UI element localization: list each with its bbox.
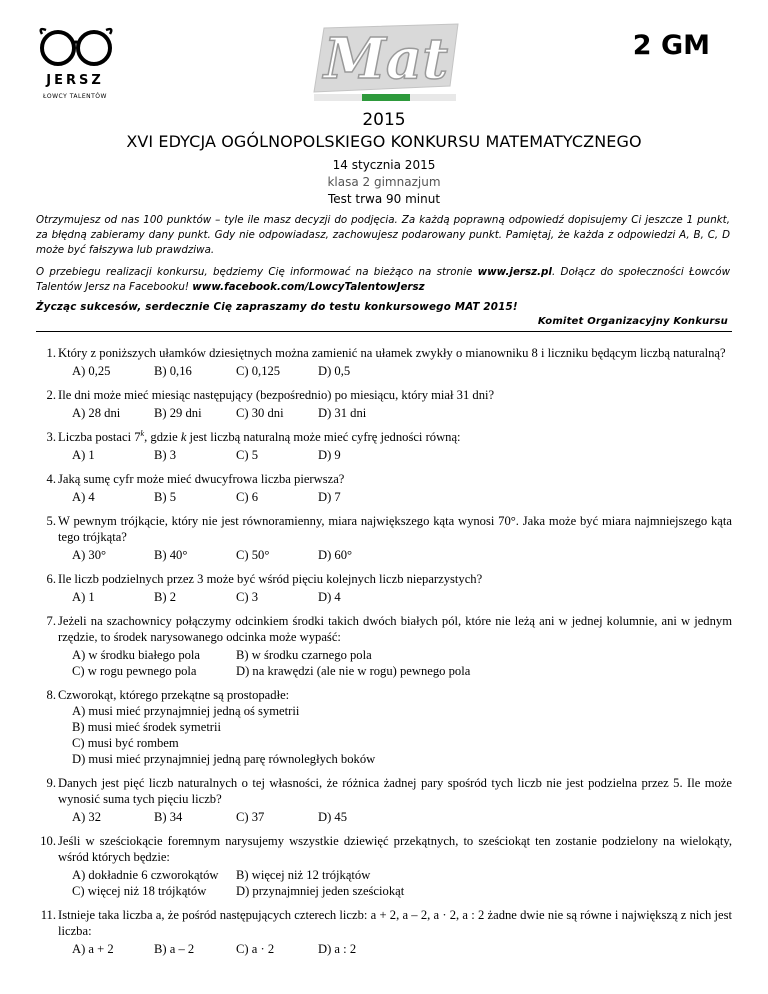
intro-info-mid: . Dołącz do społeczności Łowców Talentów Jersz na Facebooku! [36, 266, 730, 293]
option-d: D) musi mieć przynajmniej jedną parę równoległych boków [72, 752, 376, 766]
question-number: 5. [46, 514, 56, 528]
intro-info-start: O przebiegu realizacji konkursu, będziemy Cię informować na bieżąco na stronie [36, 266, 478, 278]
committee-signature: Komitet Organizacyjny Konkursu [537, 316, 728, 327]
option-c: C) więcej niż 18 trójkątów [72, 884, 207, 898]
option-b: B) więcej niż 12 trójkątów [236, 868, 371, 882]
option-d: D) 4 [318, 590, 341, 604]
question-number: 1. [46, 346, 56, 360]
question-6 [36, 571, 732, 605]
website-link[interactable]: www.jersz.pl [477, 266, 552, 278]
question-9 [36, 775, 732, 825]
option-a: A) w środku białego pola [72, 648, 201, 662]
question-5 [36, 513, 732, 563]
question-text: Istnieje taka liczba a, że pośród następujących czterech liczb: a + 2, a – 2, a · 2, a : 2 żadne dwie nie są równe i największą z nich jest liczba: [58, 908, 732, 938]
option-b: B) 5 [154, 490, 177, 504]
intro-wishes: Życząc sukcesów, serdecznie Cię zapraszamy do testu konkursowego MAT 2015! [36, 301, 518, 313]
question-text: Jeśli w sześciokącie foremnym narysujemy wszystkie dziewięć przekątnych, to sześciokąt ten zostanie podzielony na wielokąty, wśród których będzie: [58, 834, 732, 864]
question-8 [36, 687, 732, 767]
option-a: A) 32 [72, 810, 102, 824]
question-text: Który z poniższych ułamków dziesiętnych można zamienić na ułamek zwykły o mianowniku 8 i liczniku będącym liczbą naturalną? [58, 346, 726, 360]
question-2 [36, 387, 732, 421]
duration-label: Test trwa 90 minut [327, 192, 441, 206]
question-text-part: , gdzie [144, 430, 181, 444]
question-1 [36, 345, 732, 379]
option-a: A) musi mieć przynajmniej jedną oś symetrii [72, 704, 300, 718]
option-d: D) na krawędzi (ale nie w rogu) pewnego pola [236, 664, 471, 678]
class-label: klasa 2 gimnazjum [327, 175, 441, 189]
option-a: A) dokładnie 6 czworokątów [72, 868, 219, 882]
question-list [36, 345, 732, 965]
option-b: B) w środku czarnego pola [236, 648, 372, 662]
option-c: C) w rogu pewnego pola [72, 664, 197, 678]
option-b: B) 40° [154, 548, 188, 562]
question-text: Jaką sumę cyfr może mieć dwucyfrowa liczba pierwsza? [58, 472, 345, 486]
question-text: Ile liczb podzielnych przez 3 może być wśród pięciu kolejnych liczb nieparzystych? [58, 572, 483, 586]
question-text: Czworokąt, którego przekątne są prostopadłe: [58, 688, 290, 702]
option-a: A) 1 [72, 590, 95, 604]
option-c: C) 30 dni [236, 406, 284, 420]
option-c: C) 0,125 [236, 364, 281, 378]
option-c: C) a · 2 [236, 942, 275, 956]
option-b: B) 3 [154, 448, 177, 462]
divider [36, 331, 732, 332]
option-b: B) 34 [154, 810, 183, 824]
option-b: B) musi mieć środek symetrii [72, 720, 222, 734]
question-3 [36, 429, 732, 463]
option-d: D) 7 [318, 490, 341, 504]
option-c: C) 50° [236, 548, 270, 562]
option-b: B) 29 dni [154, 406, 202, 420]
mat-logo [310, 22, 460, 104]
org-tagline: ŁOWCY TALENTÓW [43, 93, 107, 100]
question-text-part: Liczba postaci 7 [58, 430, 141, 444]
question-number: 9. [46, 776, 56, 790]
option-d: D) 45 [318, 810, 348, 824]
year: 2015 [362, 110, 406, 130]
question-number: 6. [46, 572, 56, 586]
intro-rules: Otrzymujesz od nas 100 punktów – tyle ile masz decyzji do podjęcia. Za każdą poprawną odpowiedź dopisujemy Ci jeszcze 1 punkt, za błędną zabieramy dany punkt. Gdy nie odpowiadasz, zachowujesz podarowany punkt. Pamiętaj, że każda z odpowiedzi A, B, C, D może być fałszywa lub prawdziwa. [36, 214, 730, 256]
question-4 [36, 471, 732, 505]
level-title: 2 GM [632, 30, 710, 61]
question-text: Ile dni może mieć miesiąc następujący (bezpośrednio) po miesiącu, który miał 31 dni? [58, 388, 495, 402]
option-c: C) 5 [236, 448, 259, 462]
question-text [58, 429, 732, 445]
option-a: A) 28 dni [72, 406, 121, 420]
option-b: B) a – 2 [154, 942, 195, 956]
question-text: W pewnym trójkącie, który nie jest równoramienny, miara największego kąta wynosi 70°. Jaka może być miara najmniejszego kąta tego trójkąta? [58, 514, 732, 544]
option-d: D) a : 2 [318, 942, 357, 956]
option-d: D) 9 [318, 448, 341, 462]
option-d: D) 60° [318, 548, 353, 562]
option-b: B) 2 [154, 590, 177, 604]
question-text: Danych jest pięć liczb naturalnych o tej własności, że różnica żadnej pary spośród tych liczb nie jest podzielna przez 5. Ile może wynosić suma tych pięciu liczb? [58, 776, 732, 806]
option-c: C) 6 [236, 490, 259, 504]
option-a: A) 4 [72, 490, 95, 504]
jersz-owl-icon [36, 24, 116, 104]
question-number: 8. [46, 688, 56, 702]
option-d: D) 31 dni [318, 406, 367, 420]
mat-logo-text: Mat [323, 26, 449, 92]
question-number: 10. [40, 834, 56, 848]
option-c: C) musi być rombem [72, 736, 179, 750]
contest-date: 14 stycznia 2015 [332, 158, 436, 172]
option-d: D) przynajmniej jeden sześciokąt [236, 884, 405, 898]
option-a: A) 30° [72, 548, 107, 562]
question-number: 4. [46, 472, 56, 486]
option-c: C) 37 [236, 810, 265, 824]
edition-title: XVI EDYCJA OGÓLNOPOLSKIEGO KONKURSU MATEMATYCZNEGO [126, 132, 642, 151]
question-text-part: jest liczbą naturalną może mieć cyfrę jedności równą: [186, 430, 461, 444]
option-a: A) 0,25 [72, 364, 111, 378]
intro-info [36, 265, 730, 295]
facebook-link[interactable]: www.facebook.com/LowcyTalentowJersz [192, 281, 425, 293]
question-10 [36, 833, 732, 899]
org-name: JERSZ [46, 73, 104, 88]
question-7 [36, 613, 732, 679]
option-c: C) 3 [236, 590, 259, 604]
option-a: A) 1 [72, 448, 95, 462]
question-number: 11. [40, 908, 56, 922]
option-b: B) 0,16 [154, 364, 192, 378]
question-number: 2. [46, 388, 56, 402]
question-number: 7. [46, 614, 56, 628]
exponent: k [140, 428, 145, 438]
question-number: 3. [46, 430, 56, 444]
question-text: Jeżeli na szachownicy połączymy odcinkiem środki takich dwóch białych pól, które nie leżą ani w jednej kolumnie, ani w jednym rzędzie, to środek narysowanego odcinka może wypaść: [58, 614, 732, 644]
question-11 [36, 907, 732, 957]
option-d: D) 0,5 [318, 364, 351, 378]
option-a: A) a + 2 [72, 942, 114, 956]
variable: k [180, 430, 187, 444]
